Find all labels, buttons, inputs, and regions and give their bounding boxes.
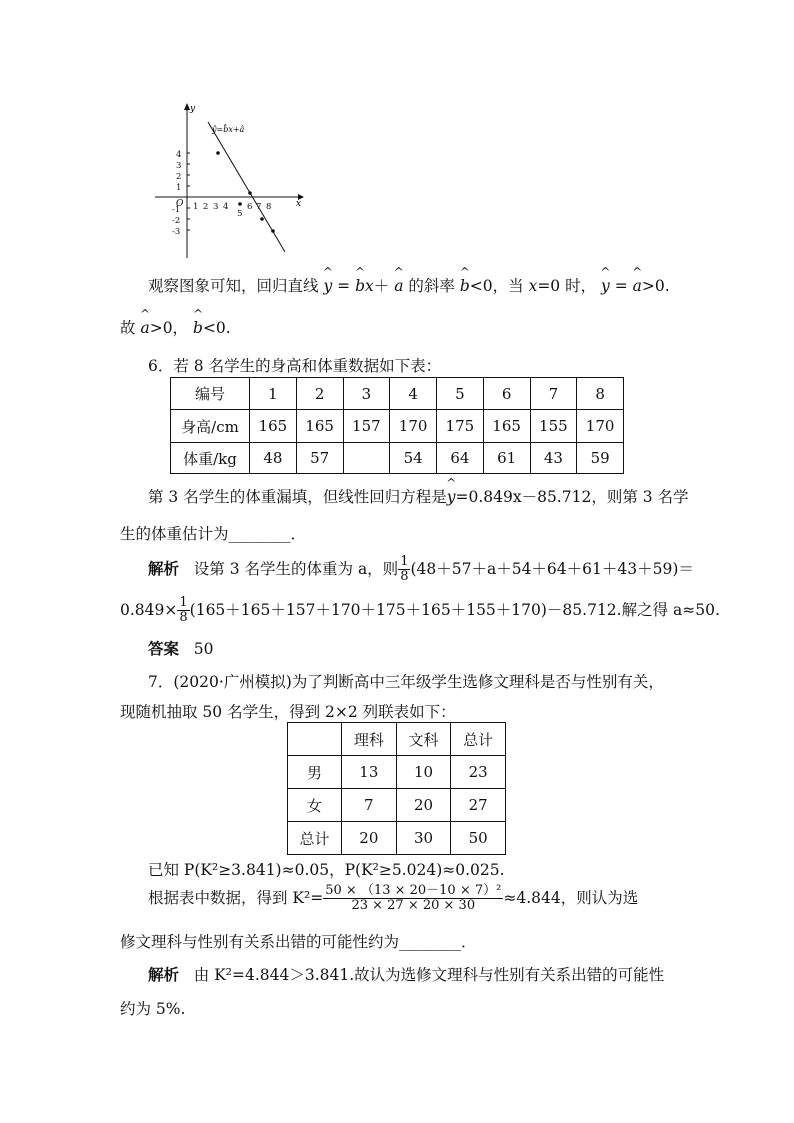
table-cell: 170	[390, 410, 437, 443]
q6-text-line-1	[148, 485, 689, 507]
table-cell: 165	[250, 410, 297, 443]
x-tick-label: 2	[203, 202, 209, 212]
table-cell: 13	[342, 756, 397, 789]
x-tick-label: 8	[266, 202, 272, 212]
x-tick-label: 6	[247, 202, 253, 212]
table-cell: 女	[288, 789, 342, 822]
table-cell: 43	[530, 443, 577, 474]
a-hat: ^ a	[140, 319, 149, 337]
table-cell: 7	[530, 378, 577, 410]
solution-text: (165＋165＋157＋170＋175＋165＋155＋170)－85.712.解之得 a≈50.	[189, 600, 720, 619]
observe-text: =0 时，	[537, 277, 597, 295]
table-cell: 157	[343, 410, 390, 443]
observe-text: 故	[120, 319, 136, 337]
q7-table	[287, 722, 506, 855]
table-row	[288, 756, 506, 789]
table-cell: 50	[451, 822, 506, 855]
table-cell: 57	[296, 443, 343, 474]
data-point	[238, 202, 242, 206]
table-cell: 体重/kg	[171, 443, 250, 474]
table-cell: 男	[288, 756, 342, 789]
table-cell: 30	[396, 822, 451, 855]
table-cell: 理科	[342, 723, 397, 756]
table-cell: 61	[483, 443, 530, 474]
x-tick-label: 5	[237, 209, 243, 219]
b-hat: ^ b	[355, 277, 365, 295]
y-tick-label: -3	[172, 227, 181, 237]
table-cell: 身高/cm	[171, 410, 250, 443]
q6-text-line-2: 生的体重估计为________．	[120, 525, 307, 543]
table-cell: 20	[342, 822, 397, 855]
table-cell: 1	[250, 378, 297, 410]
y-axis-label: y	[190, 104, 196, 114]
data-point	[271, 229, 275, 233]
x-tick-label: 7	[256, 202, 262, 212]
origin-label: O	[176, 199, 184, 209]
table-cell: 5	[437, 378, 484, 410]
table-row	[171, 410, 624, 443]
table-cell: 27	[451, 789, 506, 822]
calc-text: 根据表中数据，得到 K²=	[148, 888, 324, 907]
y-tick-label: -2	[172, 216, 181, 226]
graph-equation: ŷ=b̂x+â	[212, 125, 245, 134]
a-hat: ^ a	[633, 277, 642, 295]
q7-line-2: 现随机抽取 50 名学生，得到 2×2 列联表如下：	[120, 703, 456, 721]
table-cell: 总计	[451, 723, 506, 756]
y-tick-label: 2	[176, 172, 182, 182]
b-hat: ^ b	[193, 319, 203, 337]
solution-label: 解析	[148, 965, 180, 984]
solution-text: 由 K²=4.844＞3.841.故认为选修文理科与性别有关系出错的可能性	[193, 966, 665, 984]
table-cell: 8	[577, 378, 624, 410]
table-cell: 48	[250, 443, 297, 474]
table-row	[288, 723, 506, 756]
observe-line-2	[120, 316, 231, 338]
q6-table	[170, 377, 624, 474]
k-squared-fraction: $\frac{\text{50 × （13 × 20－10 × 7）²}}{23 \times 27 \times 20 \times 30}$	[325, 883, 502, 914]
q6-answer	[148, 637, 214, 659]
table-row	[171, 443, 624, 474]
table-cell: 54	[390, 443, 437, 474]
observe-text: <0，当	[469, 277, 524, 295]
fraction-one-eighth: $\frac{1}{8}$	[400, 554, 409, 585]
calc-text: ≈4.844，则认为选	[503, 888, 639, 907]
y-tick-label: -1	[172, 205, 181, 215]
y-tick-label: 1	[176, 183, 182, 193]
observe-text: >0，	[149, 319, 189, 337]
observe-text: >0.	[641, 277, 670, 295]
q7-solution-line-1	[148, 963, 664, 985]
data-point	[216, 151, 220, 155]
table-cell: 3	[343, 378, 390, 410]
solution-text: (48＋57＋a＋54＋64＋61＋43＋59)＝	[410, 559, 694, 578]
x-tick-label: 3	[213, 202, 219, 212]
table-row	[288, 789, 506, 822]
table-cell	[343, 443, 390, 474]
y-hat: ^ y	[447, 488, 456, 506]
table-cell: 165	[483, 410, 530, 443]
q6-intro: 6．若 8 名学生的身高和体重数据如下表：	[148, 357, 442, 375]
observe-text: 观察图象可知，回归直线	[148, 277, 319, 295]
table-cell: 170	[577, 410, 624, 443]
a-hat: ^ a	[394, 277, 403, 295]
y-hat: ^ y	[601, 277, 610, 295]
table-cell: 64	[437, 443, 484, 474]
q7-solution-line-2: 约为 5%.	[120, 1000, 186, 1018]
b-hat: ^ b	[460, 277, 470, 295]
data-point	[248, 191, 252, 195]
table-row	[171, 378, 624, 410]
q6-text: =0.849x－85.712，则第 3 名学	[455, 488, 689, 506]
answer-value: 50	[193, 640, 214, 658]
table-cell: 175	[437, 410, 484, 443]
table-cell: 23	[451, 756, 506, 789]
data-point	[260, 217, 264, 221]
q7-known: 已知 P(K²≥3.841)≈0.05，P(K²≥5.024)≈0.025.	[148, 861, 505, 879]
regression-graph	[150, 100, 310, 260]
table-cell: 59	[577, 443, 624, 474]
fraction-one-eighth: $\frac{1}{8}$	[179, 595, 188, 626]
solution-text: 0.849×	[120, 600, 178, 619]
q6-solution-line-1	[148, 555, 694, 585]
table-cell: 编号	[171, 378, 250, 410]
q6-solution-line-2	[120, 596, 720, 626]
table-cell: 10	[396, 756, 451, 789]
table-row	[288, 822, 506, 855]
q7-question-line: 修文理科与性别有关系出错的可能性约为________．	[120, 933, 477, 951]
observe-text: <0.	[202, 319, 231, 337]
x-tick-label: 1	[193, 202, 199, 212]
table-cell: 总计	[288, 822, 342, 855]
q7-calc-line	[148, 884, 638, 914]
table-cell: 7	[342, 789, 397, 822]
x-tick-label: 4	[223, 202, 229, 212]
answer-label: 答案	[148, 639, 180, 658]
table-cell: 6	[483, 378, 530, 410]
q6-text: 第 3 名学生的体重漏填，但线性回归方程是	[148, 488, 447, 506]
table-cell: 4	[390, 378, 437, 410]
table-cell: 155	[530, 410, 577, 443]
solution-label: 解析	[148, 558, 180, 578]
y-tick-label: 4	[176, 150, 182, 160]
table-cell: 20	[396, 789, 451, 822]
y-hat: ^ y	[323, 277, 332, 295]
solution-text: 设第 3 名学生的体重为 a，则	[193, 559, 399, 578]
observe-text: 的斜率	[408, 277, 455, 295]
x-axis-label: x	[296, 199, 302, 209]
q7-line-1: 7．(2020·广州模拟)为了判断高中三年级学生选修文理科是否与性别有关，	[148, 673, 664, 691]
table-cell: 165	[296, 410, 343, 443]
table-cell	[288, 723, 342, 756]
observe-line-1: 观察图象可知，回归直线 ^ y = ^ bx＋ ^ a 的斜率 ^ b<0，当 x=0 时， ^ y = ^ a>0.	[148, 274, 670, 296]
table-cell: 2	[296, 378, 343, 410]
y-tick-label: 3	[176, 161, 182, 171]
table-cell: 文科	[396, 723, 451, 756]
